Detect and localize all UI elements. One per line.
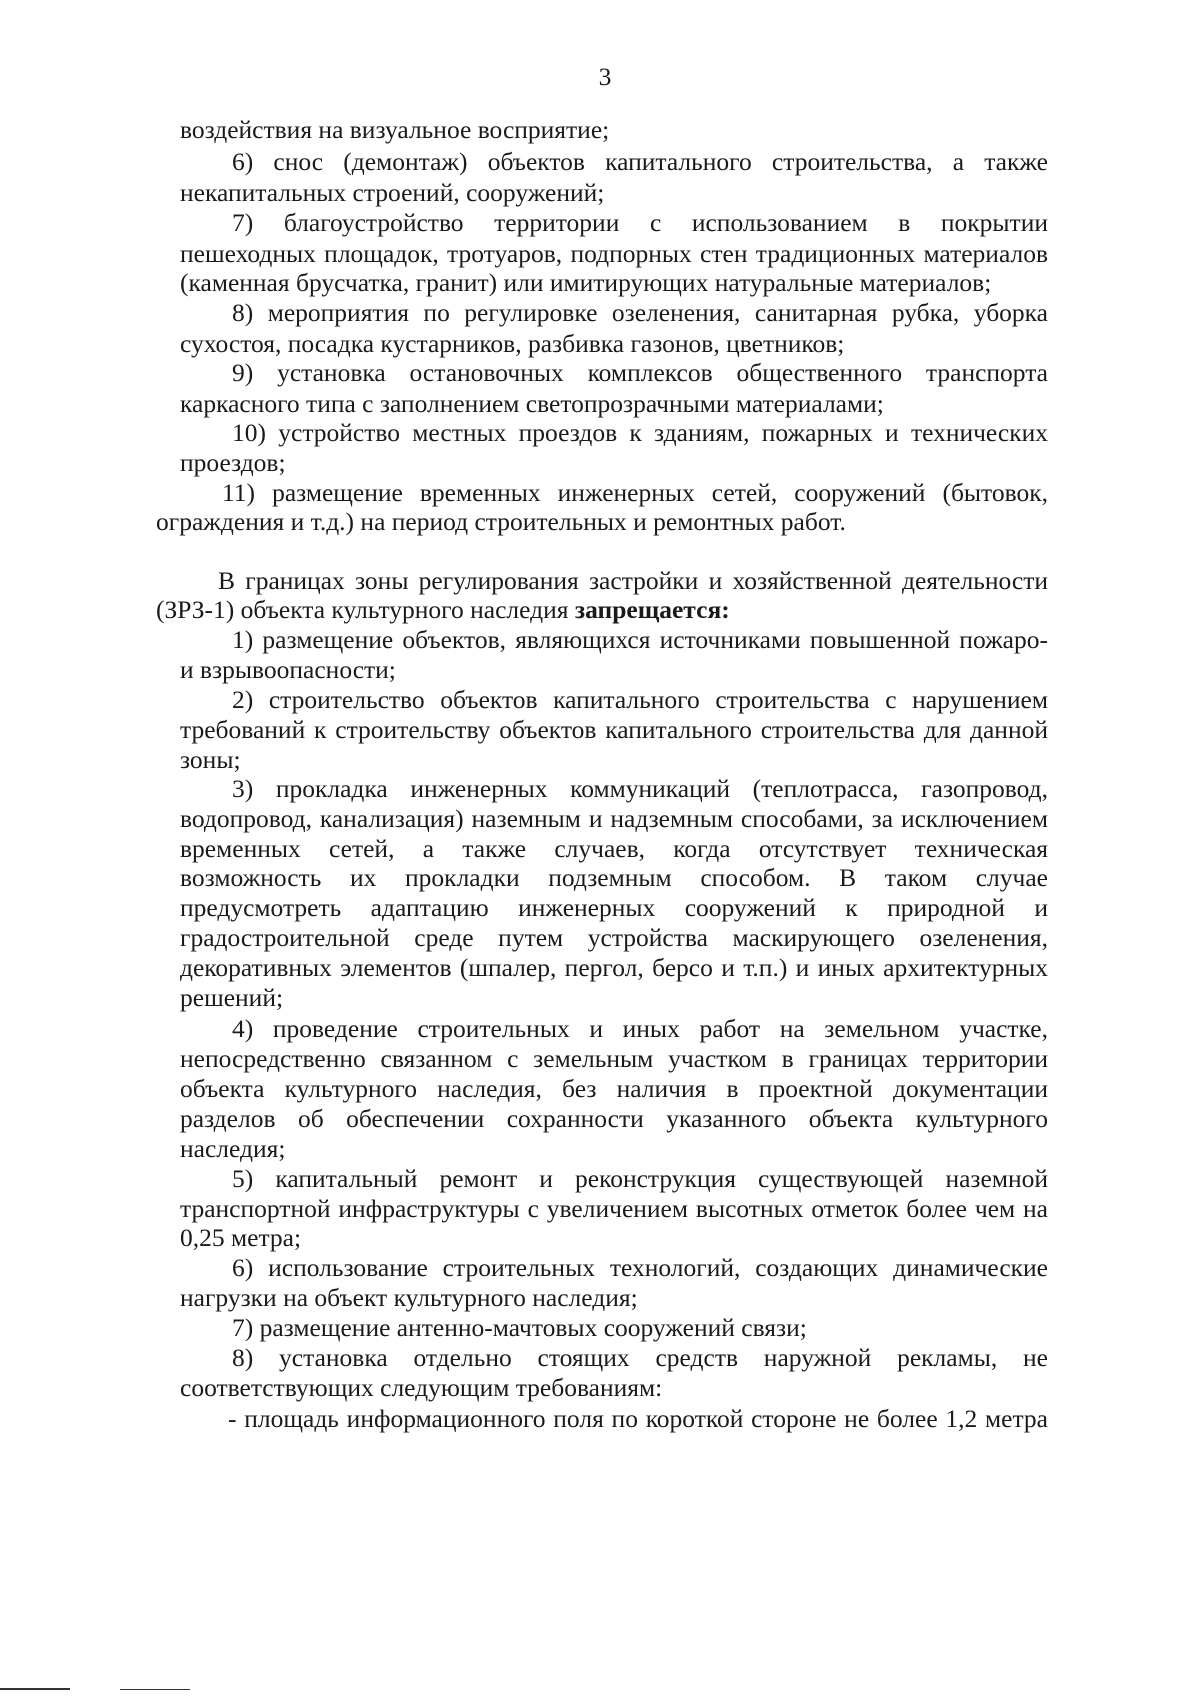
text-line: решений; bbox=[180, 983, 284, 1012]
text-line: сухостоя, посадка кустарников, разбивка газонов, цветников; bbox=[180, 329, 845, 358]
text-line: 4) проведение строительных и иных работ на земельном участке, bbox=[232, 1014, 1048, 1043]
text-line bbox=[156, 594, 1016, 625]
text-line: 1) размещение объектов, являющихся источниками повышенной пожаро- bbox=[232, 625, 1048, 654]
text-line: 5) капитальный ремонт и реконструкция существующей наземной bbox=[232, 1164, 1048, 1193]
text-line: транспортной инфраструктуры с увеличением высотных отметок более чем на bbox=[180, 1194, 1048, 1223]
text-line: - площадь информационного поля по короткой стороне не более 1,2 метра bbox=[228, 1404, 1048, 1433]
page-number: 3 bbox=[598, 62, 612, 91]
text-line: возможность их прокладки подземным способом. В таком случае bbox=[180, 863, 1048, 892]
text-line: 11) размещение временных инженерных сетей, сооружений (бытовок, bbox=[222, 478, 1048, 507]
text-line: и взрывоопасности; bbox=[180, 655, 396, 684]
text-line: 7) размещение антенно-мачтовых сооружений связи; bbox=[232, 1313, 807, 1342]
text-line: 2) строительство объектов капитального строительства с нарушением bbox=[232, 685, 1048, 714]
text-line: нагрузки на объект культурного наследия; bbox=[180, 1283, 638, 1312]
text-line: 0,25 метра; bbox=[180, 1223, 302, 1252]
text-line: 9) установка остановочных комплексов общественного транспорта bbox=[232, 358, 1048, 387]
text-line: декоративных элементов (шпалер, пергол, берсо и т.п.) и иных архитектурных bbox=[180, 953, 1048, 982]
text-line: 8) установка отдельно стоящих средств наружной рекламы, не bbox=[232, 1343, 1048, 1372]
text-line: 6) использование строительных технологий, создающих динамические bbox=[232, 1253, 1048, 1282]
text-line: временных сетей, а также случаев, когда отсутствует техническая bbox=[180, 834, 1048, 863]
text-line: 3) прокладка инженерных коммуникаций (теплотрасса, газопровод, bbox=[232, 774, 1048, 803]
text-span: (ЗРЗ-1) объекта культурного наследия bbox=[156, 595, 575, 624]
text-line: разделов об обеспечении сохранности указанного объекта культурного bbox=[180, 1104, 1048, 1133]
text-line: требований к строительству объектов капитального строительства для данной bbox=[180, 715, 1048, 744]
text-line: соответствующих следующим требованиям: bbox=[180, 1373, 663, 1402]
text-line: ограждения и т.д.) на период строительных и ремонтных работ. bbox=[156, 507, 846, 536]
text-line: каркасного типа с заполнением светопрозрачными материалами; bbox=[180, 389, 884, 418]
text-line: зоны; bbox=[180, 745, 241, 774]
text-line: 6) снос (демонтаж) объектов капитального строительства, а также bbox=[232, 147, 1048, 176]
text-line: пешеходных площадок, тротуаров, подпорных стен традиционных материалов bbox=[180, 239, 1048, 268]
text-line: 7) благоустройство территории с использованием в покрытии bbox=[232, 208, 1048, 237]
text-line: наследия; bbox=[180, 1134, 286, 1163]
text-line: водопровод, канализация) наземным и надземным способами, за исключением bbox=[180, 804, 1048, 833]
text-line: объекта культурного наследия, без наличия в проектной документации bbox=[180, 1074, 1048, 1103]
scan-edge-line bbox=[0, 1688, 70, 1690]
text-line: 8) мероприятия по регулировке озеленения, санитарная рубка, уборка bbox=[232, 298, 1048, 327]
bold-keyword: запрещается: bbox=[574, 595, 730, 624]
text-line: предусмотреть адаптацию инженерных сооружений к природной и bbox=[180, 893, 1048, 922]
text-line: В границах зоны регулирования застройки и хозяйственной деятельности bbox=[218, 566, 1048, 595]
text-line: воздействия на визуальное восприятие; bbox=[180, 115, 610, 144]
text-line: градостроительной среде путем устройства маскирующего озеленения, bbox=[180, 923, 1048, 952]
text-line: проездов; bbox=[180, 448, 286, 477]
text-line: 10) устройство местных проездов к зданиям, пожарных и технических bbox=[232, 418, 1048, 447]
scan-edge-line bbox=[120, 1689, 190, 1690]
text-line: (каменная брусчатка, гранит) или имитирующих натуральные материалов; bbox=[180, 268, 992, 297]
text-line: непосредственно связанном с земельным участком в границах территории bbox=[180, 1044, 1048, 1073]
text-line: некапитальных строений, сооружений; bbox=[180, 178, 605, 207]
